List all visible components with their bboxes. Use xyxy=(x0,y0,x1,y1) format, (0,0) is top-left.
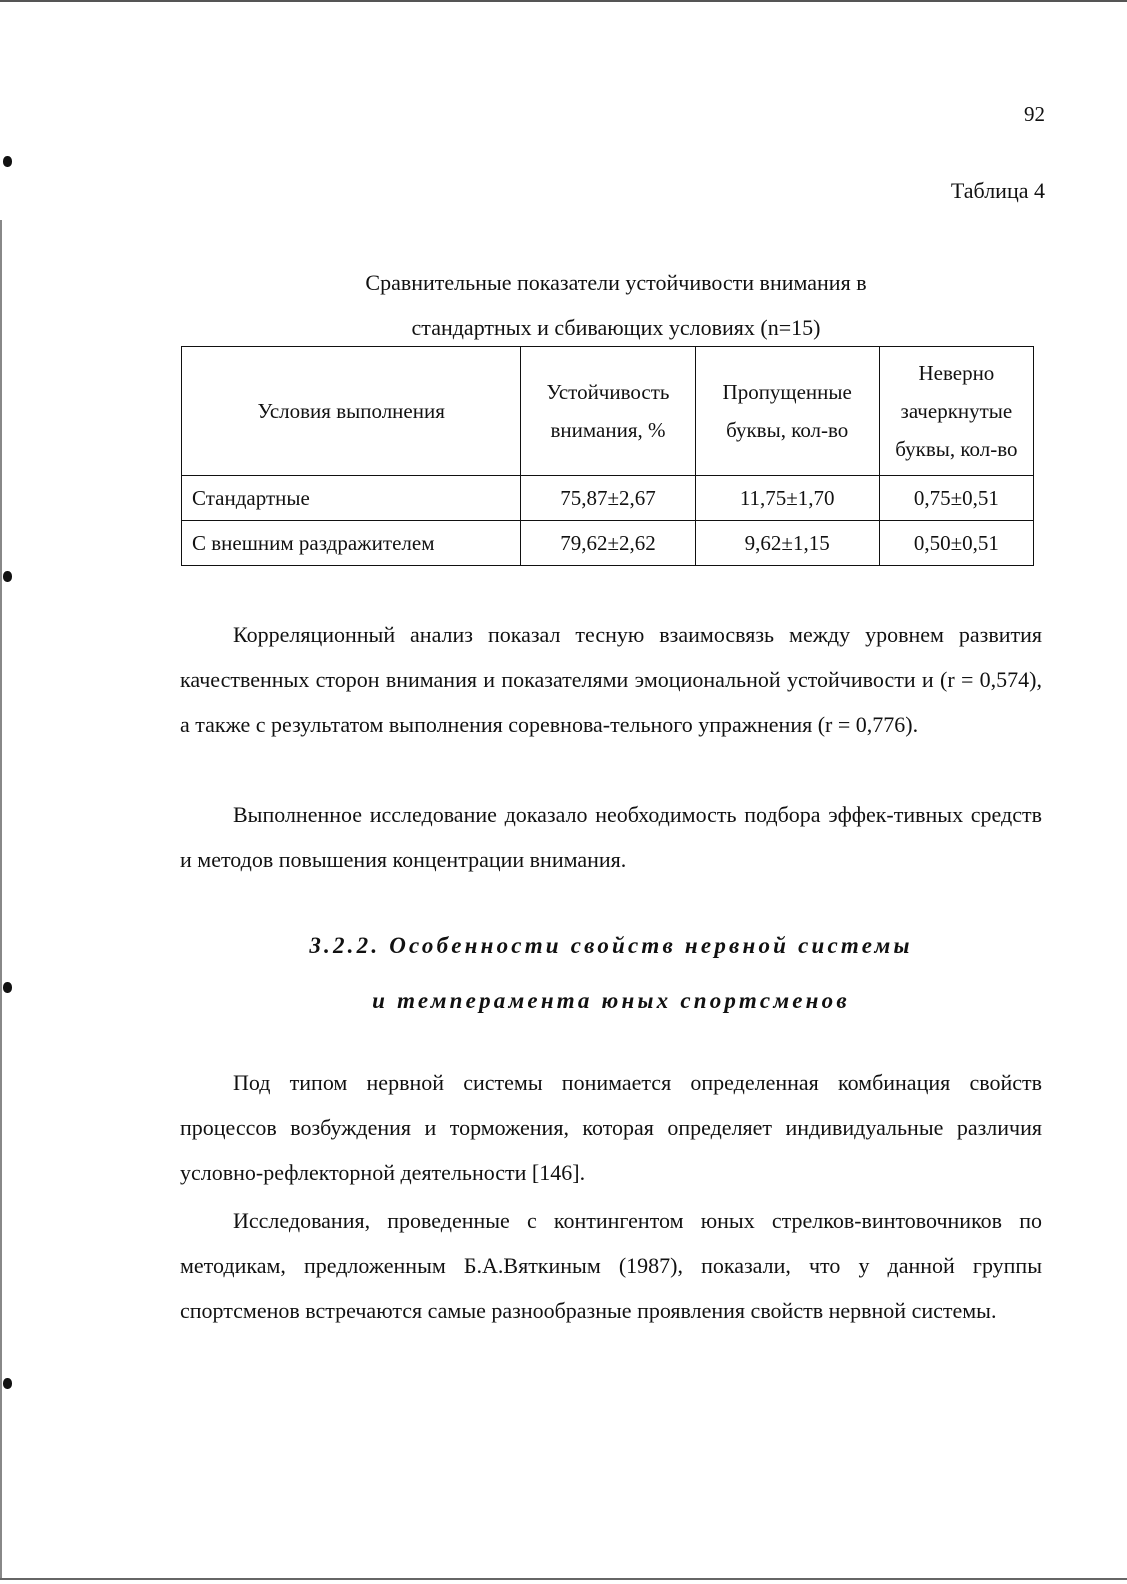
punch-hole-mark xyxy=(3,571,12,582)
scan-bottom-edge xyxy=(0,1578,1127,1580)
section-heading xyxy=(180,918,1042,1028)
table-cell: 11,75±1,70 xyxy=(695,476,879,521)
body-paragraph: Выполненное исследование доказало необходимость подбора эффек-тивных средств и методов повышения концентрации внимания. xyxy=(180,802,1042,872)
table-cell: 9,62±1,15 xyxy=(695,521,879,566)
header-wrong-crossed: Неверно зачеркнутые буквы, кол-во xyxy=(879,347,1033,476)
table-cell: 79,62±2,62 xyxy=(521,521,695,566)
punch-hole-mark xyxy=(3,156,12,167)
table-row xyxy=(182,521,1034,566)
table-cell: 0,50±0,51 xyxy=(879,521,1033,566)
scan-left-edge xyxy=(0,220,2,1580)
table-header-row xyxy=(182,347,1034,476)
section-heading-line: и темперамента юных спортсменов xyxy=(372,988,850,1013)
header-stability: Устойчивость внимания, % xyxy=(521,347,695,476)
body-paragraph: Исследования, проведенные с контингентом юных стрелков-винтовочников по методикам, предложенным Б.А.Вяткиным (1987), показали, что у данной группы спортсменов встречаются самые разнообразные проявления свойств нервной системы. xyxy=(180,1208,1042,1323)
page-number: 92 xyxy=(1024,102,1045,126)
table-caption xyxy=(180,260,1052,350)
header-conditions: Условия выполнения xyxy=(182,347,521,476)
punch-hole-mark xyxy=(3,982,12,993)
table-cell: С внешним раздражителем xyxy=(182,521,521,566)
body-paragraph: Под типом нервной системы понимается определенная комбинация свойств процессов возбуждения и торможения, которая определяет индивидуальные различия условно-рефлекторной деятельности [146]. xyxy=(180,1070,1042,1185)
caption-line: стандартных и сбивающих условиях (n=15) xyxy=(411,315,821,340)
table-row xyxy=(182,476,1034,521)
punch-hole-mark xyxy=(3,1378,12,1389)
scan-top-edge xyxy=(0,0,1127,2)
header-missed-letters: Пропущенные буквы, кол-во xyxy=(695,347,879,476)
table-cell: 0,75±0,51 xyxy=(879,476,1033,521)
section-heading-line: 3.2.2. Особенности свойств нервной системы xyxy=(309,933,913,958)
caption-line: Сравнительные показатели устойчивости внимания в xyxy=(365,270,867,295)
table-label: Таблица 4 xyxy=(950,178,1045,203)
table-cell: 75,87±2,67 xyxy=(521,476,695,521)
comparison-table xyxy=(181,346,1034,566)
table-cell: Стандартные xyxy=(182,476,521,521)
body-paragraph: Корреляционный анализ показал тесную взаимосвязь между уровнем развития качественных сторон внимания и показателями эмоциональной устойчивости и (r = 0,574), а также с результатом выполнения соревнова-тельного упражнения (r = 0,776). xyxy=(180,622,1042,737)
